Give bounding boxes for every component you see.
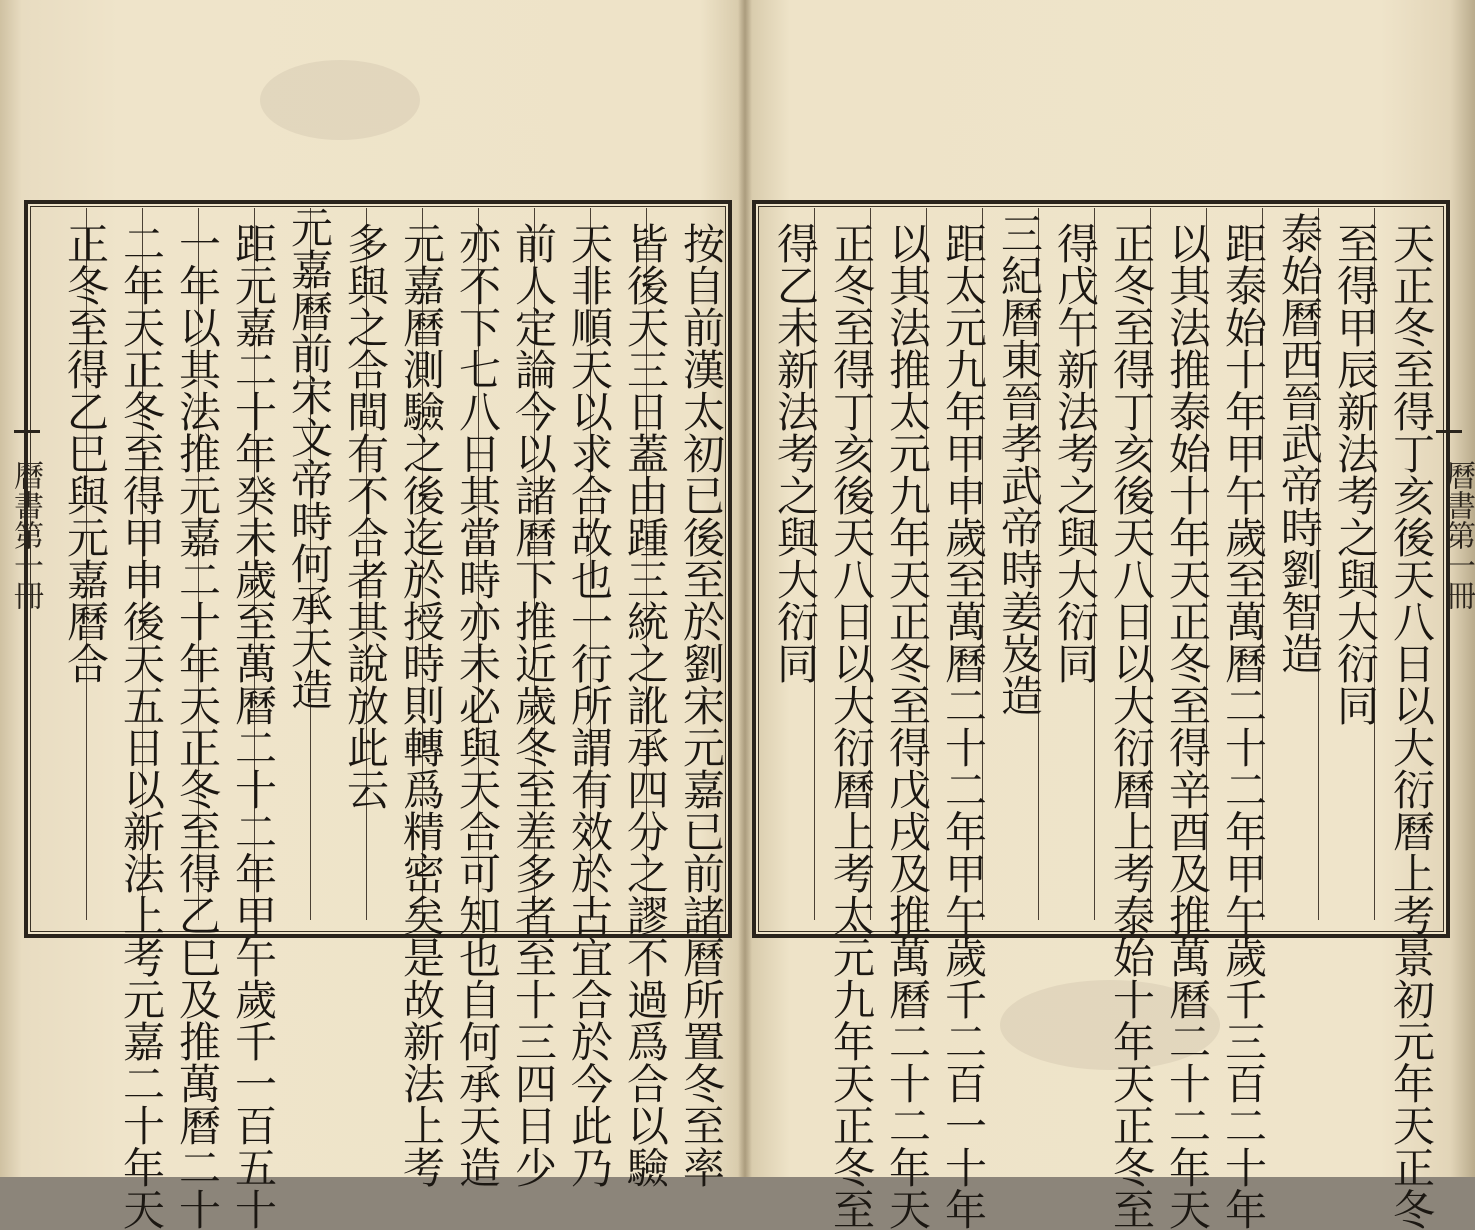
text-column: 至得甲辰新法考之與大衍同 bbox=[1331, 222, 1380, 726]
text-column: 皆後天三日蓋由踵三統之訛承四分之謬不過爲合以驗 bbox=[621, 222, 670, 1188]
text-column: 天正冬至得丁亥後天八日以大衍曆上考景初元年天正冬 bbox=[1387, 222, 1436, 1230]
text-column-heading: 三紀曆東晉孝武帝時姜岌造 bbox=[995, 212, 1044, 716]
left-page bbox=[8, 0, 738, 1230]
text-column: 得乙未新法考之與大衍同 bbox=[771, 222, 820, 684]
fishtail-mark bbox=[14, 430, 40, 451]
text-column: 多與之合間有不合者其說放此云 bbox=[341, 222, 390, 810]
book-spine bbox=[738, 0, 752, 1177]
text-column: 一年以其法推元嘉二十年天正冬至得乙巳及推萬曆二十 bbox=[173, 222, 222, 1230]
text-column: 以其法推太元九年天正冬至得戊戌及推萬曆二十二年天 bbox=[883, 222, 932, 1230]
text-column: 距太元九年甲申歲至萬曆二十二年甲午歲千二百一十年 bbox=[939, 222, 988, 1230]
text-column: 距元嘉二十年癸未歲至萬曆二十二年甲午歲千一百五十 bbox=[229, 222, 278, 1230]
text-column: 元嘉曆測驗之後迄於授時則轉爲精密矣是故新法上考 bbox=[397, 222, 446, 1188]
text-column: 天非順天以求合故也一行所謂有效於古宜合於今此乃 bbox=[565, 222, 614, 1188]
text-column: 前人定論今以諸曆下推近歲冬至差多者至十三四日少 bbox=[509, 222, 558, 1188]
text-column: 二年天正冬至得甲申後天五日以新法上考元嘉二十年天 bbox=[117, 222, 166, 1230]
text-column-heading: 元嘉曆前宋文帝時何承天造 bbox=[285, 206, 334, 710]
text-column: 得戊午新法考之與大衍同 bbox=[1051, 222, 1100, 684]
text-column-heading: 泰始曆西晉武帝時劉智造 bbox=[1275, 212, 1324, 674]
left-page-frame bbox=[24, 200, 732, 1230]
text-column: 正冬至得乙巳與元嘉曆合 bbox=[61, 222, 110, 684]
right-page bbox=[752, 0, 1475, 1230]
text-column: 正冬至得丁亥後天八日以大衍曆上考泰始十年天正冬至 bbox=[1107, 222, 1156, 1230]
text-column: 按自前漢太初已後至於劉宋元嘉已前諸曆所置冬至率 bbox=[677, 222, 726, 1188]
text-column: 亦不下七八日其當時亦未必與天合可知也自何承天造 bbox=[453, 222, 502, 1188]
fishtail-mark bbox=[1436, 430, 1462, 451]
margin-label: 曆書第一冊 bbox=[8, 460, 43, 610]
text-column: 正冬至得丁亥後天八日以大衍曆上考太元九年天正冬至 bbox=[827, 222, 876, 1230]
margin-label: 曆書第一冊 bbox=[1440, 460, 1475, 610]
text-column: 以其法推泰始十年天正冬至得辛酉及推萬曆二十二年天 bbox=[1163, 222, 1212, 1230]
right-page-frame bbox=[752, 200, 1450, 1230]
text-column: 距泰始十年甲午歲至萬曆二十二年甲午歲千三百二十年 bbox=[1219, 222, 1268, 1230]
